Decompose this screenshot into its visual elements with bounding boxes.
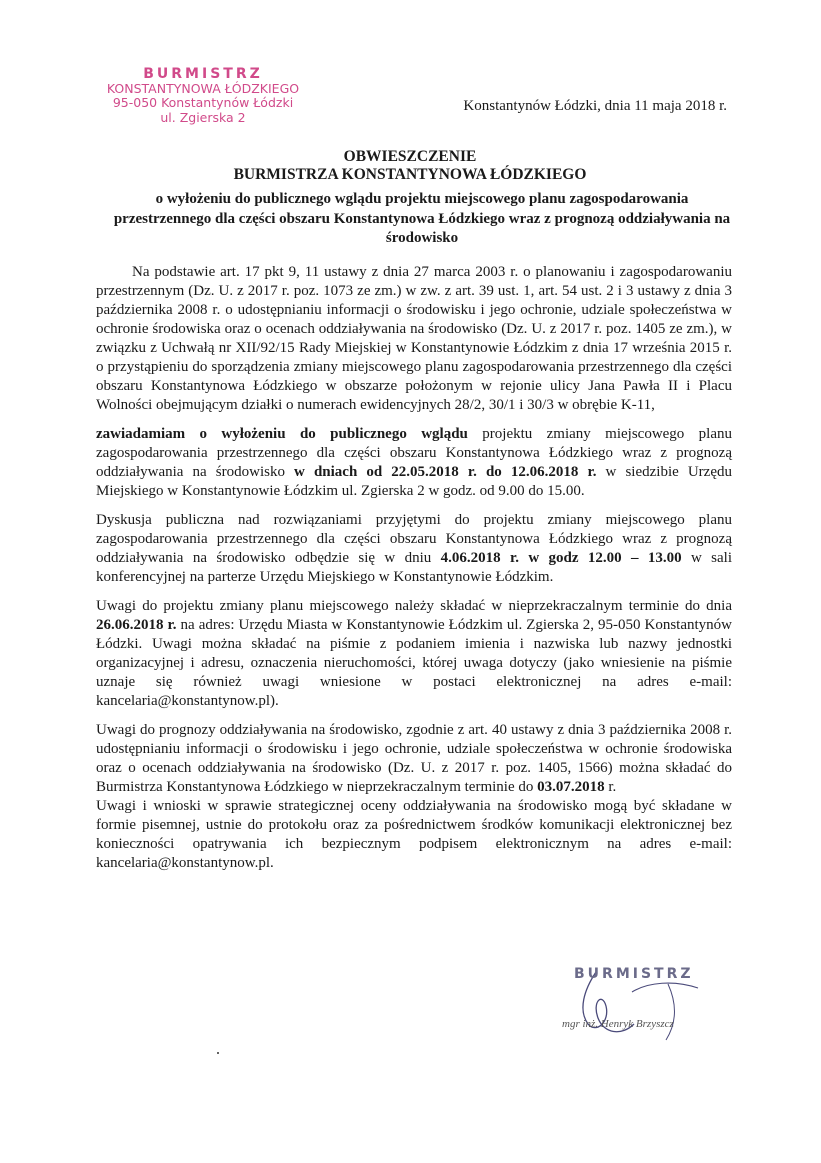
notice-body	[96, 263, 732, 883]
plan-remarks-text: Uwagi do projektu zmiany planu miejscowego należy składać w nieprzekraczalnym terminie do dnia	[96, 598, 732, 614]
announcement-dates: w dniach od 22.05.2018 r. do 12.06.2018 r.	[294, 464, 597, 480]
announcement-text: projektu zmiany miejscowego planu zagospodarowania przestrzennego dla części obszaru Konstantynowa Łódzkiego wraz z prognozą oddziaływania na środowisko	[96, 426, 733, 480]
paragraph-announcement	[96, 425, 732, 501]
announcement-place: w siedzibie Urzędu Miejskiego w Konstantynowie Łódzkim ul. Zgierska 2 w godz. od 9.00 do 15.00.	[96, 464, 732, 499]
paragraph-strategic-assessment: Uwagi i wnioski w sprawie strategicznej oceny oddziaływania na środowisko mogą być składane w formie pisemnej, ustnie do protokołu oraz za pośrednictwem środków komunikacji elektronicznej bez konieczności opatrywania ich bezpiecznym podpisem elektronicznym na adres e-mail: kancelaria@konstantynow.pl.	[96, 798, 732, 871]
signature-name: mgr inż. Henryk Brzyszcz	[562, 1018, 674, 1030]
heading-authority: BURMISTRZA KONSTANTYNOWA ŁÓDZKIEGO	[233, 166, 587, 184]
stamp-office: KONSTANTYNOWA ŁÓDZKIEGO	[106, 81, 300, 97]
discussion-date: 4.06.2018 r. w godz 12.00 – 13.00	[440, 550, 682, 566]
forecast-remarks-deadline: 03.07.2018	[537, 779, 605, 795]
notice-subject: o wyłożeniu do publicznego wglądu projektu miejscowego planu zagospodarowania przestrzennego dla części obszaru Konstantynowa Łódzkiego wraz z prognozą oddziaływania na środowisko	[113, 191, 731, 246]
notice-heading	[110, 148, 710, 185]
stamp-postal: 95-050 Konstantynów Łódzki	[112, 95, 294, 111]
paragraph-plan-remarks	[96, 597, 732, 711]
heading-title: OBWIESZCZENIE	[343, 148, 477, 165]
date-line: Konstantynów Łódzki, dnia 11 maja 2018 r.	[463, 98, 727, 114]
plan-remarks-deadline: 26.06.2018 r.	[96, 617, 177, 633]
scan-speck	[217, 1052, 219, 1054]
paragraph-legal-basis: Na podstawie art. 17 pkt 9, 11 ustawy z dnia 27 marca 2003 r. o planowaniu i zagospodarowaniu przestrzennym (Dz. U. z 2017 r. poz. 1073 ze zm.) w zw. z art. 39 ust. 1, art. 54 ust. 2 i 3 ustawy z dnia 3 października 2008 r. o udostępnianiu informacji o środowisku i jego ochronie, udziale społeczeństwa w ochronie środowiska oraz o ocenach oddziaływania na środowisko (Dz. U. z 2017 r. poz. 1405 ze zm.), w związku z Uchwałą nr XII/92/15 Rady Miejskiej w Konstantynowie Łódzkim z dnia 17 września 2015 r. o przystąpieniu do sporządzenia zmiany miejscowego planu zagospodarowania przestrzennego dla części obszaru Konstantynowa Łódzkiego w obszarze położonym w rejonie ulicy Jana Pawła II i Placu Wolności obejmującym działki o numerach ewidencyjnych 28/2, 30/1 i 30/3 w obrębie K-11,	[96, 264, 732, 413]
discussion-place: w sali konferencyjnej na parterze Urzędu Miejskiego w Konstantynowie Łódzkim.	[96, 550, 732, 585]
discussion-text: Dyskusja publiczna nad rozwiązaniami przyjętymi do projektu zmiany miejscowego planu zagospodarowania przestrzennego dla części obszaru Konstantynowa Łódzkiego wraz z prognozą oddziaływania na środowisko odbędzie się w dniu	[96, 512, 732, 566]
stamp-title: BURMISTRZ	[143, 66, 263, 82]
paragraph-discussion	[96, 511, 732, 587]
signature-title: BURMISTRZ	[574, 966, 694, 982]
signature-block	[548, 962, 738, 1052]
plan-remarks-details: na adres: Urzędu Miasta w Konstantynowie Łódzkim ul. Zgierska 2, 95-050 Konstantynów Łódzki. Uwagi można składać na piśmie z podaniem imienia i nazwiska lub nazwy jednostki organizacyjnej i adresu, oznaczenia nieruchomości, której uwaga dotyczy (jako wniesienie na piśmie uznaje się również uwagi wniesione w postaci elektronicznej na adres e-mail: kancelaria@konstantynow.pl).	[96, 617, 733, 709]
office-stamp	[88, 66, 318, 125]
paragraph-forecast-remarks	[96, 721, 732, 797]
stamp-street: ul. Zgierska 2	[160, 109, 246, 125]
announcement-bold: zawiadamiam o wyłożeniu do publicznego wglądu	[96, 426, 468, 442]
forecast-remarks-text: Uwagi do prognozy oddziaływania na środowisko, zgodnie z art. 40 ustawy z dnia 3 października 2008 r. udostępnianiu informacji o środowisku i jego ochronie, udziale społeczeństwa w ochronie środowiska oraz o ocenach oddziaływania na środowisko (Dz. U. z 2017 r. poz. 1405, 1566) można składać do Burmistrza Konstantynowa Łódzkiego w nieprzekraczalnym terminie do	[96, 722, 732, 795]
forecast-remarks-suffix: r.	[604, 779, 617, 795]
